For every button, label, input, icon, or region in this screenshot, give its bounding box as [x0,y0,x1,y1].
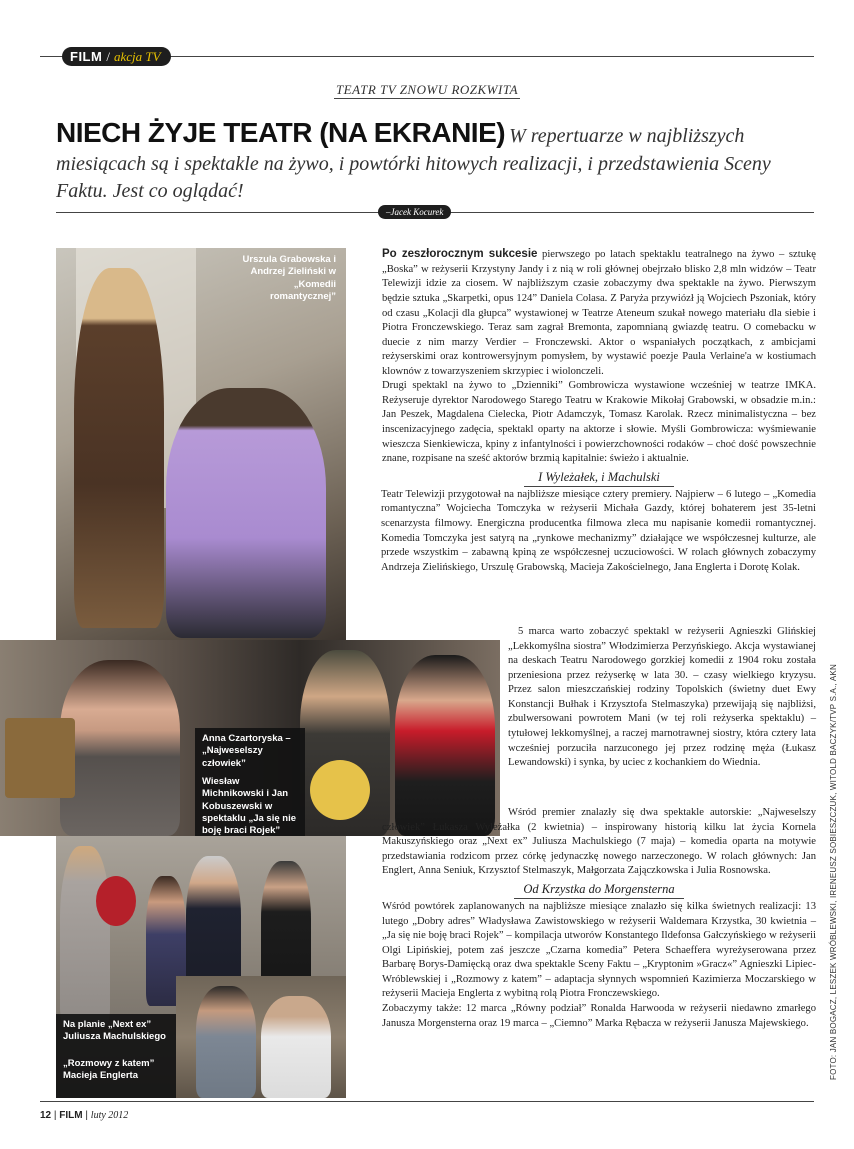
photo-credit-text: FOTO: JAN BOGACZ, LESZEK WRÓBLEWSKI, IRENEUSZ SOBIESZCZUK, WITOLD BACZYK/TVP S.A., AKN [829,664,838,1080]
footer [40,1110,128,1121]
body-column-middle [508,625,816,771]
flowers-prop [310,760,370,820]
footer-sep1: | [53,1110,60,1121]
figure-woman-coat [60,846,110,1026]
section-slash: / [106,48,110,64]
paragraph-3: Teatr Telewizji przygotował na najbliższe miesiące cztery premiery. Najpierw – 6 lutego – „Komedia romantyczna” Wojciecha Tomczyka w reżyserii Michała Gazdy, której bohaterem jest 35-letni scenarzysta filmowy. Energiczna producentka filmowa zleca mu napisanie komedii romantycznej. Komedia Tomczyka jest satyrą na „rynkowe mechanizmy” działające we współczesnej kulturze, ale przede wszystkim – zabawną kpiną ze współczesnej uczuciowości. W rolach głównych zobaczymy Andrzeja Zielińskiego, Urszulę Grabowską, Macieja Zakościelnego, Jana Englerta i Dorotę Kolak. [381,488,816,573]
section-sublabel: akcja TV [113,48,161,64]
body-column-top [382,247,816,575]
paragraph-4: 5 marca warto zobaczyć spektakl w reżyserii Agnieszki Glińskiej „Lekkomyślna siostra” Włodzimierza Perzyńskiego. Akcja wystawianej na deskach Teatru Narodowego gorzkiej komedii z 1904 roku została przeniesiona przez reżyserkę w lata 30. – czasy wielkiego kryzysu. Przez salon mieszczańskiej rodziny Topolskich (świetny duet Ewy Konstancji Bułhak i Krzysztofa Stelmaszyka) przewijają się najbliżsi, zbulwersowani powrotem Mani (w tej roli reżyserka spektaklu) – tytułowej lekkomyślnej, a raczej marnotrawnej siostry, która cztery lata wcześniej porzuciła narzuconego jej przez rodzinę męża (Łukasz Lewandowski) i synka, by uciec z kochankiem do Wiednia. [508,626,816,769]
paragraph-1-text: pierwszego po latach spektaklu teatralnego na żywo – sztukę „Boska” w reżyserii Krzystyny Jandy i z nią w roli głównej obejrzało blisko 2,8 mln widzów – Teatr Telewizji idzie za ciosem. W najbliższym czasie zobaczymy dwa spektakle na żywo. Pierwszym będzie sztuka „Skarpetki, opus 124” Daniela Colasa. Z Paryża przywiózł ją Wojciech Pszoniak, który od czasu „Kolacji dla głupca” wystawionej w Teatrze Ateneum szukał nowego materiału dla siebie i Piotra Fronczewskiego. Teraz sam zagrał Bremonta, zapomnianą gwiazdę teatru. O comebacku w duecie z nim marzy Verdier – Fronczewski. Aktor o wspaniałych początkach, z ambicjami reżyserskimi oraz kontrowersyjnym pomysłem, by wystawić poezje Paula Verlaine'a w kostiumach klownów z towarzyszeniem skrzypiec i wiolonczeli. [382,249,816,377]
section-tag [62,47,171,66]
figure-man [166,388,326,638]
footer-issue: luty 2012 [90,1110,129,1121]
caption-photo3a: Na planie „Next ex” Juliusza Machulskiego [63,1019,166,1043]
photo-credit [817,664,838,1080]
kicker-text: TEATR TV ZNOWU ROZKWITA [335,82,519,97]
body-column-p5 [382,806,816,1031]
standfirst-text: W repertuarze w najbliższych miesiącach są i spektakle na żywo, i powtórki hitowych realizacji, i przedstawienia Sceny Faktu. Jest co oglądać! [56,125,771,202]
paragraph-6: Wśród powtórek zaplanowanych na najbliższe miesiące znalazło się kilka świetnych realizacji: 13 lutego „Dobry adres” Władysława Zawistowskiego w reżyserii Waldemara Krzystka, 30 kwietnia – „Ja się nie boję braci Rojek” – kompilacja utworów Konstantego Ildefonsa Gałczyńskiego w reżyserii Olgi Lipińskiej, potem zaś jeszcze „Czarna komedia” Petera Schaeffera wyreżyserowana przez Barbarę Borys-Damięcką oraz dwa spektakle Sceny Faktu – „Kryptonim »Gracz«” Agnieszki Lipiec-Wróblewskiej i „Rozmowy z katem” – adaptacja słynnych wspomnień Kazimierza Moczarskiego w reżyserii Macieja Englerta z wybitną rolą Piotra Fronczewskiego. [382,901,816,1000]
paragraph-2: Drugi spektakl na żywo to „Dzienniki” Gombrowicza wystawione wcześniej w teatrze IMKA. Reżyseruje dyrektor Narodowego Starego Teatru w Krakowie Mikołaj Grabowski, w obsadzie m.in.: Jan Peszek, Magdalena Cielecka, Piotr Adamczyk, Tomasz Karolak. Rzecz minimalistyczna – bez inscenizacyjnego zadęcia, spektakl oparty na aktorze i słowie. Myśli Gombrowicza: wyśmiewanie wieszcza Sienkiewicza, kpiny z infantylności i powierzchowności rodaków – choć dość powszechnie znane, rozpisane na sześć aktorów brzmią kapitalnie: świeżo i aktualnie. [382,380,816,465]
figure-woman [74,268,164,628]
footer-sep2: | [85,1110,91,1121]
lead-in: Po zeszłorocznym sukcesie [382,248,538,260]
caption-photo2b: Wiesław Michnikowski i Jan Kobuszewski w spektaklu „Ja się nie boję braci Rojek” [202,776,296,836]
caption-gap2 [63,1044,169,1058]
paragraph-1 [382,247,816,379]
subhead-2: Od Krzystka do Morgensterna [514,881,684,899]
caption-photo2 [195,728,305,836]
footer-rule [40,1101,814,1102]
footer-magazine: FILM [59,1110,83,1121]
kicker [0,82,854,99]
page-number: 12 [40,1110,52,1121]
headline: NIECH ŻYJE TEATR (NA EKRANIE) [56,117,506,148]
caption-photo1: Urszula Grabowska i Andrzej Zieliński w „Komedii romantycznej” [242,254,336,303]
figure-prisoner [196,986,256,1098]
caption-photo3 [56,1014,176,1098]
photo-komedia-romantyczna [56,248,346,640]
subhead-1: I Wyleżałek, i Machulski [524,469,674,487]
paragraph-7: Zobaczymy także: 12 marca „Równy podział” Ronalda Harwooda w reżyserii niedawno zmarłego Janusza Morgensterna oraz 19 marca – „Ciemno” Marka Rębacza w reżyserii Janusza Majewskiego. [382,1002,816,1029]
photo-next-ex [56,836,346,1098]
author-byline: –Jacek Kocurek [378,205,451,219]
book-prop [5,718,75,798]
caption-photo3b: „Rozmowy z katem” Macieja Englerta [63,1057,155,1082]
caption-photo2a: Anna Czartoryska – „Najweselszy człowiek” [202,733,291,769]
paragraph-5: Wśród premier znalazły się dwa spektakle autorskie: „Najweselszy człowiek” Łukasza Wyleżałka (2 kwietnia) – inspirowany historią kilku lat życia Kornela Makuszyńskiego oraz „Next ex” Juliusza Machulskiego (7 maja) – komedia oparta na motywie przedstawiania rodzicom przez córkę jedynaczkę nowego narzeczonego. W rolach głównych: Jan Englert, Anna Seniuk, Krzysztof Stelmaszyk, Małgorzata Zajączkowska i Julia Rosnowska. [382,807,816,877]
section-label: FILM [70,49,103,64]
figure-anna [60,660,180,836]
figure-officer [261,996,331,1098]
roses-prop [96,876,136,926]
headline-block [56,114,816,204]
